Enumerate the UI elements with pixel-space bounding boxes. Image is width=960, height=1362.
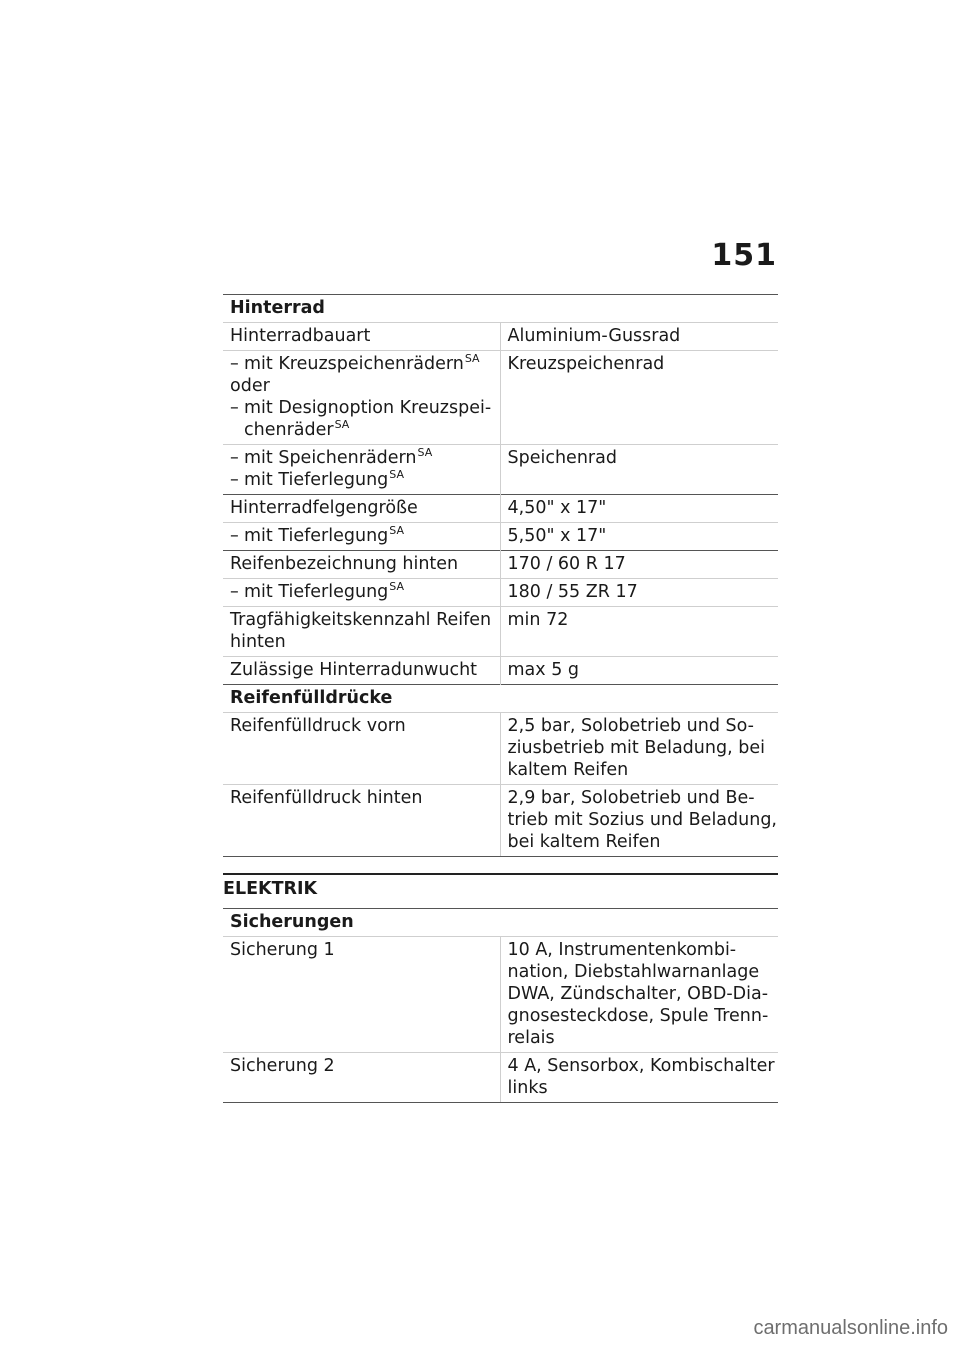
unwucht-label: Zulässige Hinterradunwucht (223, 657, 500, 685)
table-row (223, 579, 778, 607)
watermark-footer: carmanualsonline.info (753, 1317, 948, 1339)
felgen-tief-label: – mit Tieferlegung$^{SA}$ (223, 523, 500, 551)
reifen-tief-value: 180 / 55 ZR 17 (500, 579, 778, 607)
trag-label: Tragfähigkeitskennzahl Reifen hinten (223, 607, 500, 657)
list-item: – mit Tieferlegung$^{SA}$ (230, 469, 500, 491)
table-row (223, 551, 778, 579)
sicherung-2-label: Sicherung 2 (223, 1053, 500, 1103)
felgen-tief-value: 5,50" x 17" (500, 523, 778, 551)
sicherungen-heading-row (223, 909, 778, 937)
sicherungen-table (223, 908, 778, 1103)
page-number: 151 (711, 238, 777, 273)
trag-value: min 72 (500, 607, 778, 657)
druck-vorn-label: Reifenfülldruck vorn (223, 713, 500, 785)
felgen-value: 4,50" x 17" (500, 495, 778, 523)
druck-heading-row (223, 685, 778, 713)
bauart-label: Hinterradbauart (223, 323, 500, 351)
table-row (223, 445, 778, 495)
kreuz-options (223, 351, 500, 445)
druck-hinten-label: Reifenfülldruck hinten (223, 785, 500, 857)
sicherungen-heading: Sicherungen (223, 909, 778, 937)
list-item: – mit Kreuzspeichenrädern$^{SA}$ (230, 353, 500, 375)
table-row (223, 937, 778, 1053)
felgen-label: Hinterradfelgengröße (223, 495, 500, 523)
reifen-value: 170 / 60 R 17 (500, 551, 778, 579)
sicherung-1-value: 10 A, Instrumentenkombi- nation, Diebstahlwarnanlage DWA, Zündschalter, OBD-Dia- gnosesteckdose, Spule Trenn- relais (500, 937, 778, 1053)
table-row (223, 785, 778, 857)
druck-heading: Reifenfülldrücke (223, 685, 778, 713)
unwucht-value: max 5 g (500, 657, 778, 685)
list-item: chenräder$^{SA}$ (244, 418, 350, 440)
sicherung-2-value: 4 A, Sensorbox, Kombischalter links (500, 1053, 778, 1103)
table-row (223, 495, 778, 523)
spec-content (223, 294, 778, 1103)
table-row (223, 1053, 778, 1103)
reifen-label: Reifenbezeichnung hinten (223, 551, 500, 579)
kreuz-value: Kreuzspeichenrad (500, 351, 778, 445)
list-item: – mit Speichenrädern$^{SA}$ (230, 447, 500, 469)
sicherung-1-label: Sicherung 1 (223, 937, 500, 1053)
list-item: oder (230, 376, 270, 396)
table-row (223, 323, 778, 351)
speichen-value: Speichenrad (500, 445, 778, 495)
reifen-tief-label: – mit Tieferlegung$^{SA}$ (223, 579, 500, 607)
section-title-elektrik: ELEKTRIK (223, 873, 778, 908)
hinterrad-heading: Hinterrad (223, 295, 778, 323)
speichen-options (223, 445, 500, 495)
hinterrad-table (223, 294, 778, 857)
hinterrad-heading-row (223, 295, 778, 323)
table-row (223, 607, 778, 657)
bauart-value: Aluminium-Gussrad (500, 323, 778, 351)
table-row (223, 351, 778, 445)
table-row (223, 523, 778, 551)
druck-hinten-value: 2,9 bar, Solobetrieb und Be- trieb mit Sozius und Beladung, bei kaltem Reifen (500, 785, 778, 857)
table-row (223, 657, 778, 685)
table-row (223, 713, 778, 785)
list-item: – mit Designoption Kreuzspei- (230, 397, 500, 419)
druck-vorn-value: 2,5 bar, Solobetrieb und So- ziusbetrieb mit Beladung, bei kaltem Reifen (500, 713, 778, 785)
